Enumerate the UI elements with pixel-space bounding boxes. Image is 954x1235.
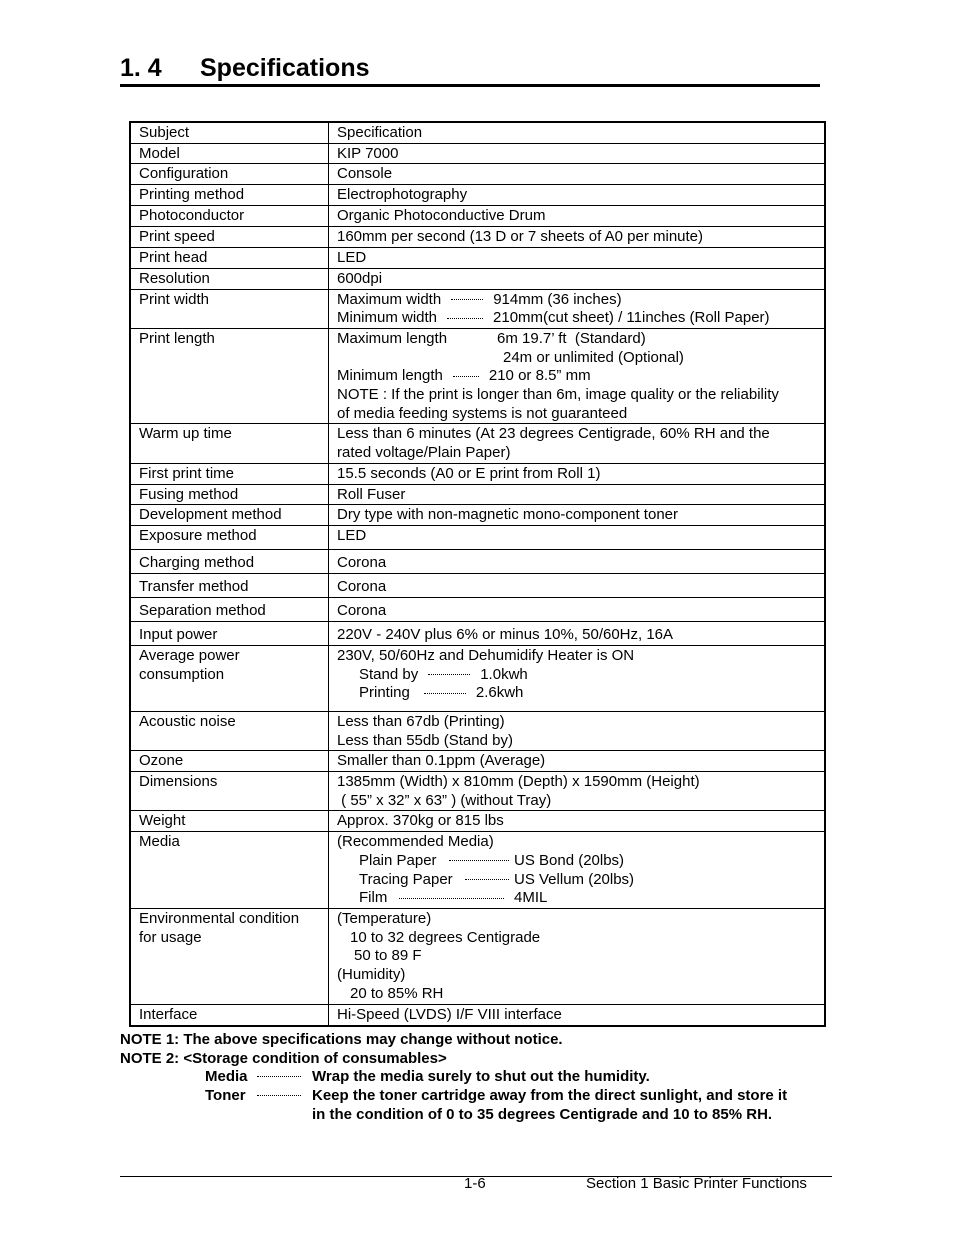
leader-dots	[449, 860, 509, 861]
row-spec: Corona	[329, 573, 826, 597]
row-spec: Dry type with non-magnetic mono-component toner	[329, 505, 826, 526]
leader-dots	[447, 318, 483, 319]
note-2: NOTE 2: <Storage condition of consumables>	[120, 1049, 447, 1067]
spec-line: rated voltage/Plain Paper)	[337, 444, 511, 462]
header-specification: Specification	[329, 122, 826, 143]
spec-value: 24m or unlimited (Optional)	[503, 348, 684, 366]
subject-line: for usage	[139, 928, 202, 946]
table-row	[130, 832, 825, 909]
spec-label: Maximum width	[337, 290, 442, 308]
row-subject: Development method	[130, 505, 329, 526]
row-subject: Acoustic noise	[130, 711, 329, 750]
row-subject: Media	[130, 832, 329, 909]
row-spec: Roll Fuser	[329, 484, 826, 505]
table-row	[130, 751, 825, 772]
spec-line: Less than 6 minutes (At 23 degrees Centigrade, 60% RH and the	[337, 425, 770, 443]
table-row	[130, 597, 825, 621]
spec-value: 210mm(cut sheet) / 11inches (Roll Paper)	[493, 309, 770, 327]
row-spec: 160mm per second (13 D or 7 sheets of A0 per minute)	[329, 226, 826, 247]
spec-value: US Vellum (20lbs)	[514, 870, 635, 888]
leader-dots	[399, 898, 504, 899]
table-row	[130, 525, 825, 549]
row-subject: First print time	[130, 463, 329, 484]
row-spec	[329, 289, 826, 328]
note-toner-text: Keep the toner cartridge away from the direct sunlight, and store it	[312, 1087, 788, 1105]
note-toner	[120, 1087, 840, 1106]
leader-dots	[453, 376, 479, 377]
spec-note: NOTE : If the print is longer than 6m, image quality or the reliability	[337, 386, 779, 404]
spec-line: Less than 55db (Stand by)	[337, 731, 513, 749]
row-subject: Input power	[130, 621, 329, 645]
row-subject: Print speed	[130, 226, 329, 247]
spec-label: Printing	[359, 684, 410, 702]
table-row	[130, 463, 825, 484]
spec-line: Less than 67db (Printing)	[337, 712, 505, 730]
row-subject: Print length	[130, 328, 329, 424]
spec-value: 1.0kwh	[480, 665, 528, 683]
row-subject: Fusing method	[130, 484, 329, 505]
row-subject: Ozone	[130, 751, 329, 772]
spec-line: (Recommended Media)	[337, 833, 494, 851]
row-spec	[329, 424, 826, 463]
note-toner-cont: in the condition of 0 to 35 degrees Centigrade and 10 to 85% RH.	[312, 1105, 773, 1123]
table-row	[130, 1004, 825, 1026]
subject-line: Environmental condition	[139, 909, 300, 927]
row-spec: Hi-Speed (LVDS) I/F VIII interface	[329, 1004, 826, 1026]
spec-value: US Bond (20lbs)	[514, 851, 625, 869]
note-media-text: Wrap the media surely to shut out the humidity.	[312, 1068, 650, 1086]
table-row	[130, 164, 825, 185]
table-row	[130, 289, 825, 328]
row-subject: Warm up time	[130, 424, 329, 463]
table-row	[130, 143, 825, 164]
row-spec: Electrophotography	[329, 185, 826, 206]
header-subject: Subject	[130, 122, 329, 143]
table-row	[130, 549, 825, 573]
spec-label: Stand by	[359, 665, 419, 683]
table-row	[130, 328, 825, 424]
row-subject	[130, 645, 329, 711]
section-footer: Section 1 Basic Printer Functions	[586, 1175, 807, 1192]
subject-line: Average power	[139, 646, 240, 664]
row-spec	[329, 772, 826, 811]
row-subject: Exposure method	[130, 525, 329, 549]
table-row	[130, 185, 825, 206]
spec-label: Minimum width	[337, 309, 438, 327]
note-toner-label: Toner	[205, 1087, 246, 1105]
page-number: 1-6	[464, 1175, 486, 1192]
row-subject: Separation method	[130, 597, 329, 621]
table-row	[130, 645, 825, 711]
row-subject: Resolution	[130, 268, 329, 289]
row-subject: Configuration	[130, 164, 329, 185]
row-subject: Model	[130, 143, 329, 164]
row-spec: KIP 7000	[329, 143, 826, 164]
section-title: Specifications	[200, 54, 370, 82]
note-media	[120, 1068, 840, 1087]
row-spec: 220V - 240V plus 6% or minus 10%, 50/60Hz, 16A	[329, 621, 826, 645]
notes	[120, 1031, 840, 1125]
row-spec: Corona	[329, 549, 826, 573]
leader-dots	[257, 1095, 301, 1096]
spec-value: 4MIL	[514, 889, 548, 907]
spec-line: 50 to 89 F	[354, 947, 422, 965]
spec-label: Plain Paper	[359, 851, 437, 869]
leader-dots	[451, 299, 483, 300]
row-spec: Organic Photoconductive Drum	[329, 205, 826, 226]
row-subject: Interface	[130, 1004, 329, 1026]
table-row	[130, 505, 825, 526]
row-subject: Weight	[130, 811, 329, 832]
spec-line: 20 to 85% RH	[350, 984, 444, 1002]
spec-line: (Humidity)	[337, 966, 406, 984]
row-spec: Console	[329, 164, 826, 185]
subject-line: consumption	[139, 665, 225, 683]
spec-label: Tracing Paper	[359, 870, 453, 888]
table-header-row	[130, 122, 825, 143]
row-spec	[329, 645, 826, 711]
table-row	[130, 711, 825, 750]
spec-line: (Temperature)	[337, 909, 432, 927]
spec-label: Maximum length	[337, 329, 448, 347]
table-row	[130, 772, 825, 811]
spec-line: 1385mm (Width) x 810mm (Depth) x 1590mm (Height)	[337, 773, 700, 791]
row-spec: Corona	[329, 597, 826, 621]
row-spec	[329, 711, 826, 750]
spec-line: 10 to 32 degrees Centigrade	[350, 928, 541, 946]
spec-label: Minimum length	[337, 367, 443, 385]
table-row	[130, 424, 825, 463]
table-row	[130, 268, 825, 289]
table-row	[130, 573, 825, 597]
table-row	[130, 811, 825, 832]
spec-line: 230V, 50/60Hz and Dehumidify Heater is ON	[337, 646, 635, 664]
section-number: 1. 4	[120, 54, 162, 82]
table-row	[130, 226, 825, 247]
row-spec: Approx. 370kg or 815 lbs	[329, 811, 826, 832]
row-subject: Charging method	[130, 549, 329, 573]
page-title	[120, 52, 820, 87]
row-subject	[130, 908, 329, 1004]
row-subject: Print width	[130, 289, 329, 328]
spec-line: ( 55” x 32” x 63” ) (without Tray)	[337, 791, 552, 809]
row-subject: Print head	[130, 247, 329, 268]
row-subject: Photoconductor	[130, 205, 329, 226]
spec-note: of media feeding systems is not guaranteed	[337, 404, 628, 422]
table-row	[130, 247, 825, 268]
leader-dots	[428, 674, 470, 675]
table-row	[130, 621, 825, 645]
row-spec: Smaller than 0.1ppm (Average)	[329, 751, 826, 772]
row-subject: Dimensions	[130, 772, 329, 811]
table-row	[130, 205, 825, 226]
row-spec: 600dpi	[329, 268, 826, 289]
note-1: NOTE 1: The above specifications may change without notice.	[120, 1031, 563, 1048]
row-subject: Transfer method	[130, 573, 329, 597]
spec-value: 914mm (36 inches)	[493, 290, 622, 308]
row-spec: LED	[329, 525, 826, 549]
table-row	[130, 484, 825, 505]
spec-value: 2.6kwh	[475, 684, 524, 702]
spec-label: Film	[359, 889, 388, 907]
leader-dots	[257, 1076, 301, 1077]
leader-dots	[465, 879, 509, 880]
row-spec: 15.5 seconds (A0 or E print from Roll 1)	[329, 463, 826, 484]
row-spec	[329, 328, 826, 424]
table-row	[130, 908, 825, 1004]
row-spec: LED	[329, 247, 826, 268]
row-spec	[329, 832, 826, 909]
row-spec	[329, 908, 826, 1004]
specifications-table	[129, 121, 826, 1027]
row-subject: Printing method	[130, 185, 329, 206]
note-media-label: Media	[205, 1068, 248, 1086]
spec-value: 210 or 8.5” mm	[488, 367, 591, 385]
spec-value: 6m 19.7’ ft (Standard)	[497, 329, 646, 347]
leader-dots	[424, 693, 466, 694]
